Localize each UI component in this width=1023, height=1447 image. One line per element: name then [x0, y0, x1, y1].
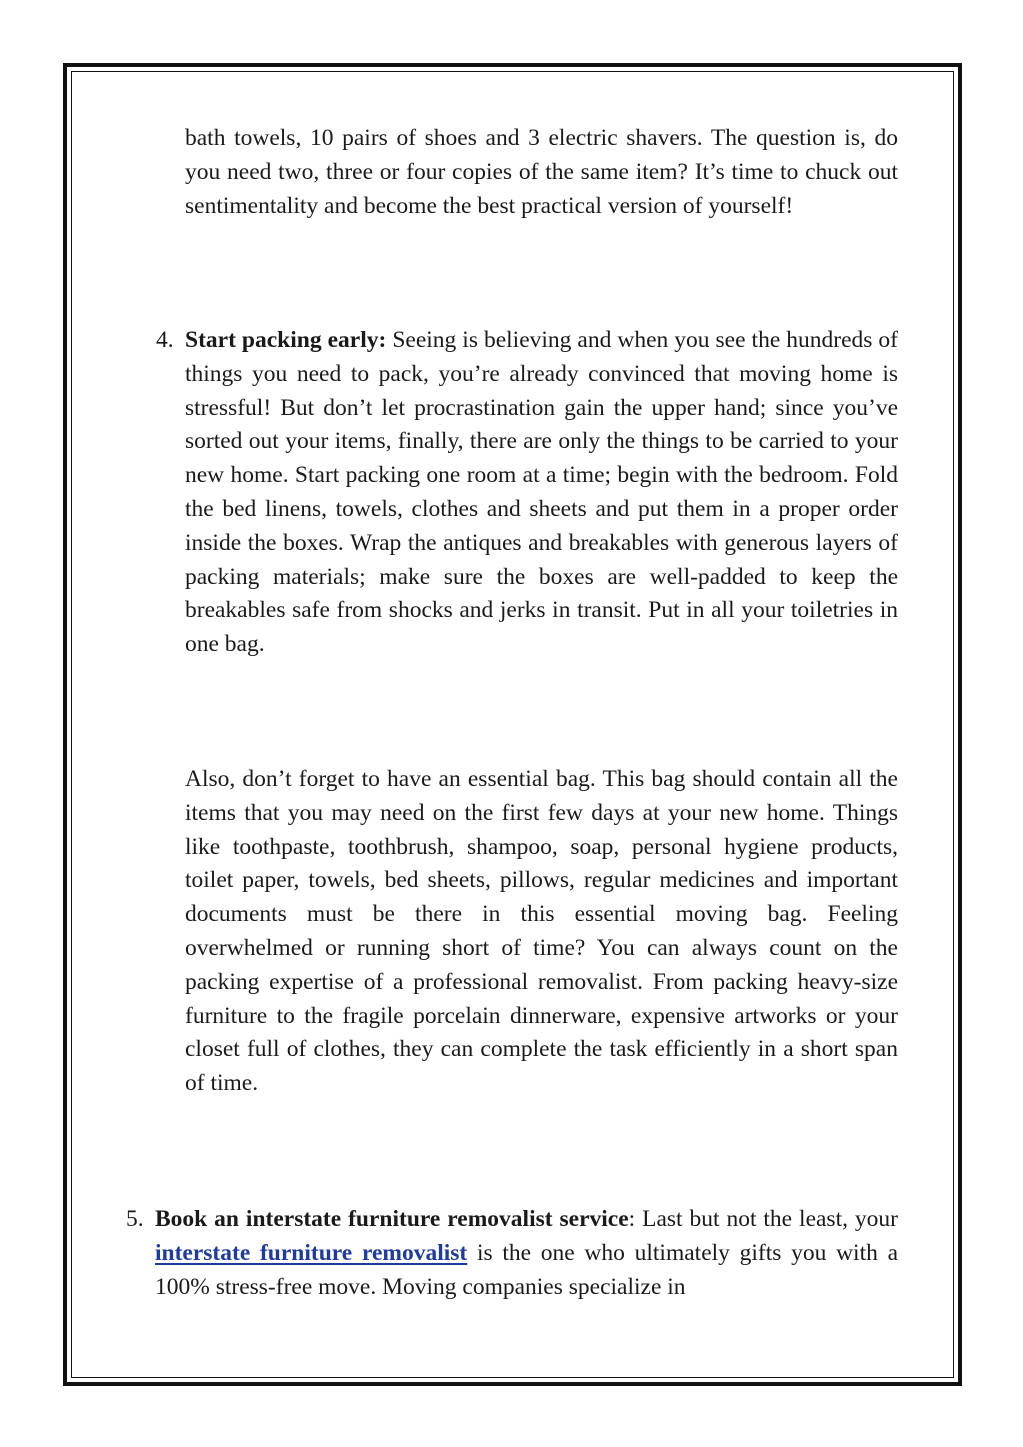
list-item-4-heading: Start packing early:	[185, 327, 387, 353]
page-border	[63, 63, 962, 1386]
essential-bag-paragraph: Also, don’t forget to have an essential bag. This bag should contain all the items that you may need on the first few days at your new home. Things like toothpaste, toothbrush, shampoo, soap, personal hygiene products, toilet paper, towels, bed sheets, pillows, regular medicines and important documents must be there in this essential moving bag. Feeling overwhelmed or running short of time? You can always count on the packing expertise of a professional removalist. From packing heavy-size furniture to the fragile porcelain dinnerware, expensive artworks or your closet full of clothes, they can complete the task efficiently in a short span of time.	[185, 766, 898, 1097]
list-item-4-body: Seeing is believing and when you see the hundreds of things you need to pack, you’re already convinced that moving home is stressful! But don’t let procrastination gain the upper hand; since you’ve sorted out your items, finally, there are only the things to be carried to your new home. Start packing one room at a time; begin with the bedroom. Fold the bed linens, towels, clothes and sheets and put them in a proper order inside the boxes. Wrap the antiques and breakables with generous layers of packing materials; make sure the boxes are well-padded to keep the breakables safe from shocks and jerks in transit. Put in all your toiletries in one bag.	[185, 327, 898, 658]
list-number-4: 4.	[156, 327, 174, 353]
list-item-5-body-end: is the one who ultimately gifts you with a 100% stress-free move. Moving companies specialize in	[155, 1239, 899, 1300]
page-border-inner	[71, 71, 954, 1378]
list-number-5: 5.	[126, 1206, 144, 1232]
list-item-5-heading: Book an interstate furniture removalist service	[155, 1206, 629, 1232]
list-item-5-body-start: : Last but not the least, your	[628, 1206, 898, 1232]
removalist-link[interactable]: interstate furniture removalist	[155, 1239, 468, 1266]
list-item-4	[185, 324, 898, 662]
list-item-5	[155, 1203, 898, 1304]
intro-paragraph: bath towels, 10 pairs of shoes and 3 electric shavers. The question is, do you need two, three or four copies of the same item? It’s time to chuck out sentimentality and become the best practical version of yourself!	[185, 125, 898, 219]
